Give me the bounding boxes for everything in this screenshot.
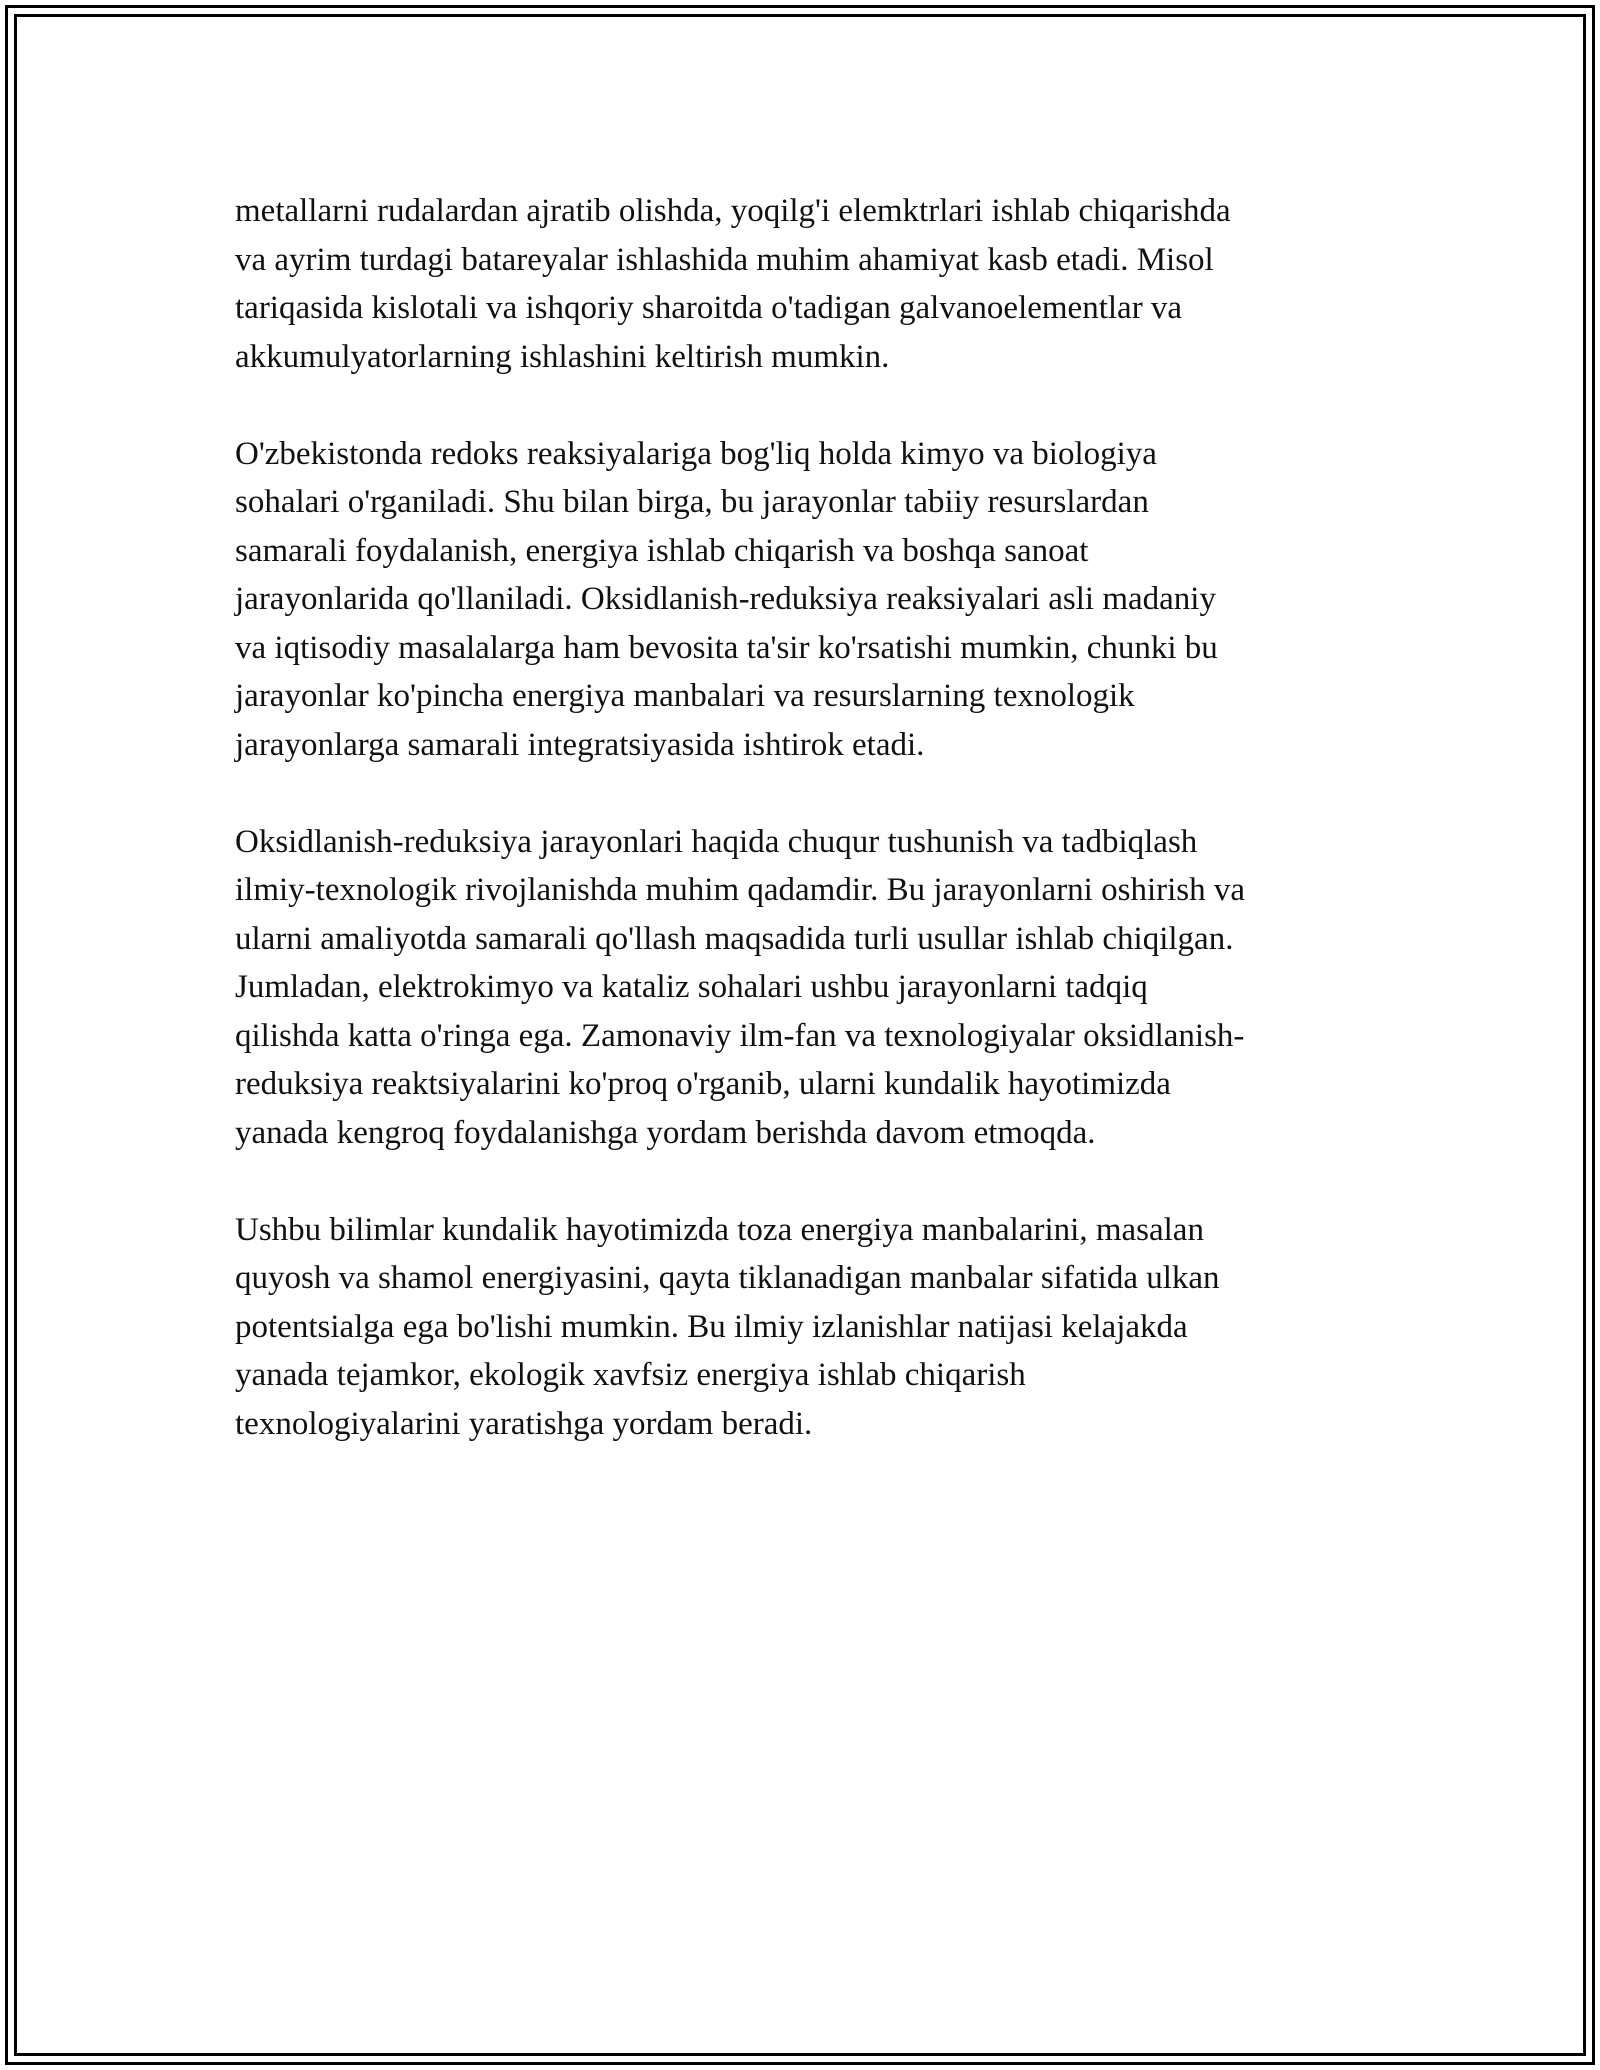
paragraph-2 [235, 430, 1365, 770]
text-line: texnologiyalarini yaratishga yordam beradi. [235, 1405, 813, 1442]
document-body [235, 187, 1365, 1497]
text-line: potentsialga ega bo'lishi mumkin. Bu ilmiy izlanishlar natijasi kelajakda [235, 1308, 1188, 1345]
text-line: Oksidlanish-reduksiya jarayonlari haqida chuqur tushunish va tadbiqlash [235, 823, 1198, 860]
text-line: ilmiy-texnologik rivojlanishda muhim qadamdir. Bu jarayonlarni oshirish va [235, 872, 1246, 908]
text-line: yanada kengroq foydalanishga yordam berishda davom etmoqda. [235, 1114, 1096, 1151]
text-line: qilishda katta o'ringa ega. Zamonaviy ilm-fan va texnologiyalar oksidlanish- [235, 1017, 1245, 1054]
text-line: quyosh va shamol energiyasini, qayta tiklanadigan manbalar sifatida ulkan [235, 1260, 1220, 1296]
text-line: Ushbu bilimlar kundalik hayotimizda toza energiya manbalarini, masalan [235, 1211, 1204, 1248]
text-line: samarali foydalanish, energiya ishlab chiqarish va boshqa sanoat [235, 532, 1089, 569]
text-line: va iqtisodiy masalalarga ham bevosita ta'sir ko'rsatishi mumkin, chunki bu [235, 629, 1218, 666]
text-line: jarayonlarida qo'llaniladi. Oksidlanish-reduksiya reaksiyalari asli madaniy [235, 581, 1216, 617]
text-line: yanada tejamkor, ekologik xavfsiz energiya ishlab chiqarish [235, 1357, 1026, 1393]
text-line: O'zbekistonda redoks reaksiyalariga bog'liq holda kimyo va biologiya [235, 435, 1157, 472]
text-line: tariqasida kislotali va ishqoriy sharoitda o'tadigan galvanoelementlar va [235, 290, 1183, 326]
text-line: reduksiya reaktsiyalarini ko'proq o'rganib, ularni kundalik hayotimizda [235, 1066, 1171, 1102]
text-line: va ayrim turdagi batareyalar ishlashida muhim ahamiyat kasb etadi. Misol [235, 241, 1214, 278]
paragraph-1 [235, 187, 1365, 381]
text-line: metallarni rudalardan ajratib olishda, yoqilg'i elemktrlari ishlab chiqarishda [235, 193, 1231, 229]
text-line: sohalari o'rganiladi. Shu bilan birga, bu jarayonlar tabiiy resurslardan [235, 484, 1149, 520]
paragraph-3 [235, 818, 1365, 1158]
text-line: jarayonlar ko'pincha energiya manbalari va resurslarning texnologik [235, 678, 1135, 714]
paragraph-4 [235, 1206, 1365, 1449]
text-line: ularni amaliyotda samarali qo'llash maqsadida turli usullar ishlab chiqilgan. [235, 920, 1234, 957]
text-line: akkumulyatorlarning ishlashini keltirish mumkin. [235, 338, 890, 375]
text-line: jarayonlarga samarali integratsiyasida ishtirok etadi. [235, 726, 925, 763]
text-line: Jumladan, elektrokimyo va kataliz sohalari ushbu jarayonlarni tadqiq [235, 969, 1148, 1005]
